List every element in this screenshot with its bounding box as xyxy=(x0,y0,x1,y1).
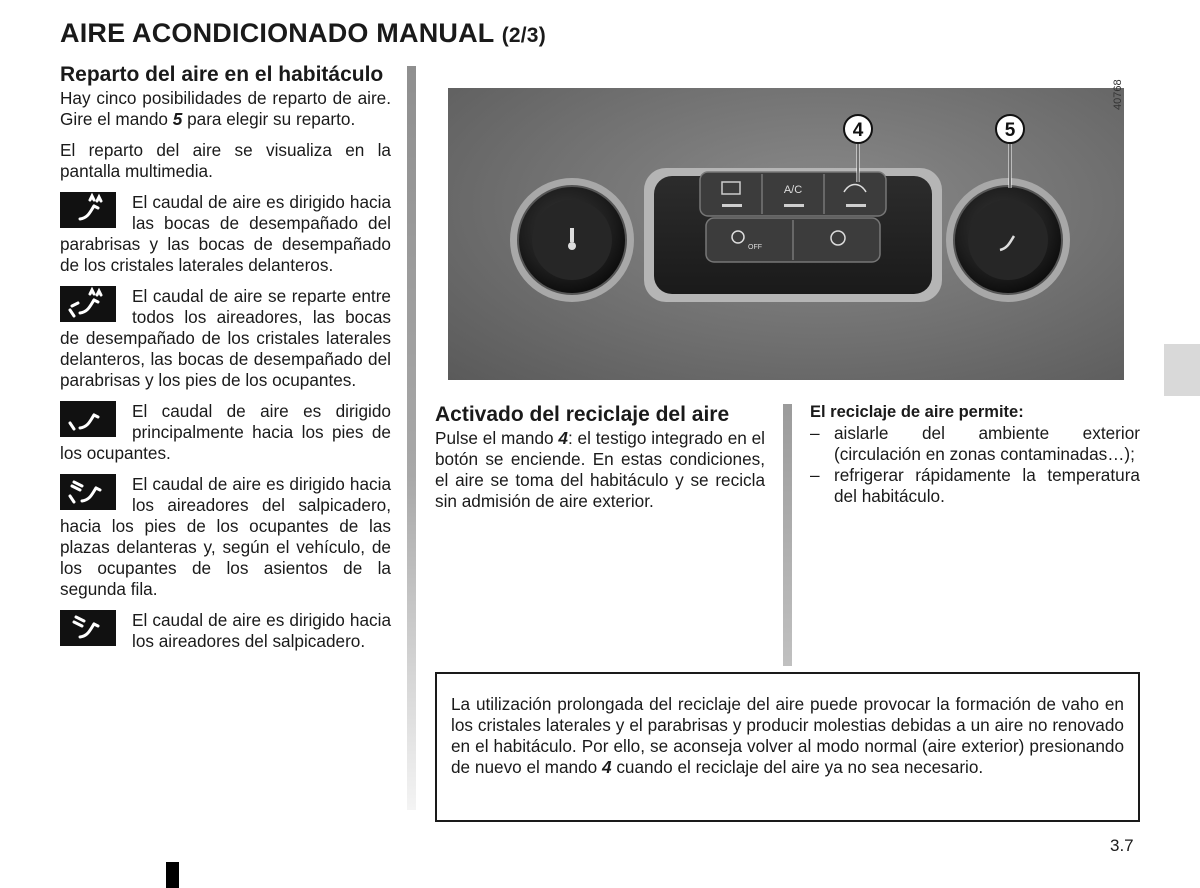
distribution-knob xyxy=(946,178,1070,302)
fan-off-label: OFF xyxy=(748,244,762,251)
page-title: AIRE ACONDICIONADO MANUAL (2/3) xyxy=(60,18,546,48)
windscreen-demist-icon xyxy=(60,192,116,228)
intro-paragraph: Hay cinco posibilidades de reparto de aire. Gire el mando 5 para elegir su reparto. xyxy=(60,88,391,129)
distribution-item: El caudal de aire es dirigido principalmente hacia los pies de los ocupantes. xyxy=(60,401,391,463)
button-panel xyxy=(644,168,942,302)
dash-and-feet-vent-icon xyxy=(60,474,116,510)
list-item: – refrigerar rápidamente la temperatura del habitáculo. xyxy=(810,465,1140,506)
distribution-item: El caudal de aire es dirigido hacia los aireadores del salpicadero. xyxy=(60,610,391,652)
ac-button-label: A/C xyxy=(783,184,803,196)
distribution-item: El caudal de aire es dirigido hacia las bocas de desempañado del parabrisas y las bocas de desempañado de los cristales laterales delanteros. xyxy=(60,192,391,275)
crop-mark xyxy=(166,862,179,888)
distribution-item: El caudal de aire es dirigido hacia los aireadores del salpicadero, hacia los pies de los ocupantes de las plazas delanteras y, según el vehículo, de los ocupantes de los asientos de la segunda fila. xyxy=(60,474,391,599)
benefits-heading: El reciclaje de aire permite: xyxy=(810,403,1024,421)
column-rule xyxy=(783,404,792,666)
left-column xyxy=(60,62,391,652)
recirculation-paragraph: Pulse el mando 4: el testigo integrado en el botón se enciende. En estas condiciones, el aire se toma del habitáculo y se recicla sin admisión de aire exterior. xyxy=(435,428,766,511)
page-part: (2/3) xyxy=(501,24,546,47)
temperature-knob xyxy=(510,178,634,302)
dash-vent-icon xyxy=(60,610,116,646)
column-rule xyxy=(407,66,416,810)
distribution-item: El caudal de aire se reparte entre todos los aireadores, las bocas de desempañado de los cristales laterales delanteros, las bocas de desempañado del parabrisas y los pies de los ocupantes. xyxy=(60,286,391,390)
climate-panel-photo xyxy=(448,88,1124,380)
display-paragraph: El reparto del aire se visualiza en la pantalla multimedia. xyxy=(60,140,391,181)
figure-code: 40768 xyxy=(1112,79,1124,110)
page-number: 3.7 xyxy=(1110,836,1134,855)
list-item: – aislarle del ambiente exterior (circulación en zonas contaminadas…); xyxy=(810,423,1140,464)
warning-note: La utilización prolongada del reciclaje del aire puede provocar la formación de vaho en los cristales laterales y el parabrisas y producir molestias debidas a un aire no renovado en el habitáculo. Por ello, se aconseja volver al modo normal (aire exterior) presionando de nuevo el mando 4 cuando el reciclaje del aire ya no sea necesario. xyxy=(435,672,1140,822)
chapter-tab xyxy=(1164,344,1200,396)
recirculation-section xyxy=(435,402,765,512)
svg-text:4: 4 xyxy=(852,120,864,141)
svg-text:5: 5 xyxy=(1004,120,1016,141)
section-heading-distribution: Reparto del aire en el habitáculo xyxy=(60,63,384,86)
callout-5 xyxy=(996,115,1024,188)
all-vents-icon xyxy=(60,286,116,322)
section-heading-recirculation: Activado del reciclaje del aire xyxy=(435,403,730,426)
feet-vent-icon xyxy=(60,401,116,437)
recirculation-benefits xyxy=(810,402,1140,507)
